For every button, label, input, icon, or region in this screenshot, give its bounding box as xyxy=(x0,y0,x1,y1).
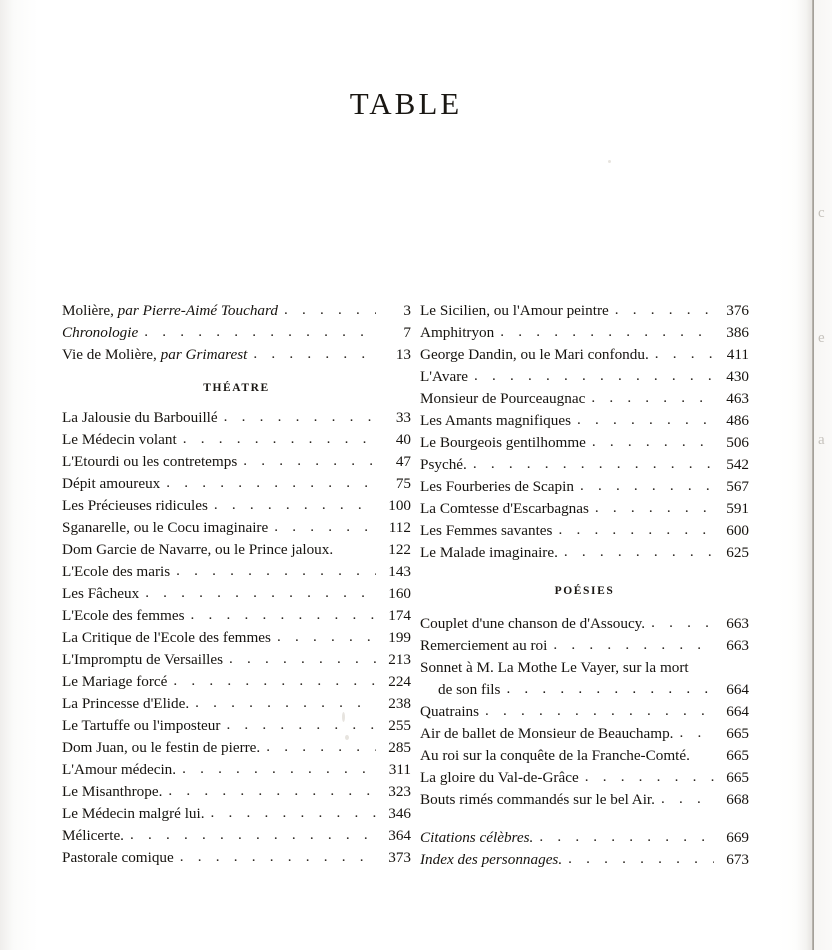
toc-entry-page: 591 xyxy=(726,500,749,517)
toc-entry-page: 346 xyxy=(388,805,411,822)
toc-entry[interactable] xyxy=(62,693,411,715)
toc-entry-label: Pastorale comique xyxy=(62,849,174,866)
toc-entry[interactable] xyxy=(420,366,749,388)
toc-entry-label: L'Impromptu de Versailles xyxy=(62,651,224,668)
toc-entry-page: 669 xyxy=(726,829,749,846)
toc-entry[interactable] xyxy=(62,759,411,781)
toc-entry-label: Vie de Molière, par Grimarest xyxy=(62,346,248,363)
dot-leader xyxy=(592,431,714,453)
list-spacer xyxy=(420,811,749,827)
toc-entry-page: 625 xyxy=(726,544,749,561)
toc-entry-label: Le Malade imaginaire. xyxy=(420,544,558,561)
dot-leader xyxy=(661,788,714,810)
toc-entry[interactable] xyxy=(62,344,411,366)
toc-entry-label: Amphitryon xyxy=(420,324,495,341)
toc-entry[interactable] xyxy=(62,671,411,693)
toc-entry-page: 143 xyxy=(388,563,411,580)
toc-entry-page: 122 xyxy=(388,541,411,558)
toc-entry[interactable] xyxy=(420,657,749,701)
toc-entry[interactable] xyxy=(62,473,411,495)
toc-entry-label: Air de ballet de Monsieur de Beauchamp. xyxy=(420,725,674,742)
dot-leader xyxy=(655,343,714,365)
bleed-through-text: a xyxy=(818,432,825,448)
toc-entry-page: 665 xyxy=(726,747,749,764)
toc-entry[interactable] xyxy=(420,542,749,564)
dot-leader xyxy=(506,678,714,700)
toc-entry-label: Au roi sur la conquête de la Franche-Comté. xyxy=(420,747,690,764)
toc-entry-page: 463 xyxy=(726,390,749,407)
toc-entry[interactable] xyxy=(62,451,411,473)
dot-leader xyxy=(485,700,714,722)
dot-leader xyxy=(226,714,376,736)
dot-leader xyxy=(500,321,714,343)
toc-entry-label: La Critique de l'Ecole des femmes xyxy=(62,629,271,646)
toc-entry-label: Sganarelle, ou le Cocu imaginaire xyxy=(62,519,269,536)
toc-entry[interactable] xyxy=(62,407,411,429)
dot-leader xyxy=(173,670,376,692)
section-heading-poesies: POÉSIES xyxy=(554,585,615,597)
toc-entry-label: Dom Juan, ou le festin de pierre. xyxy=(62,739,261,756)
toc-entry[interactable] xyxy=(62,539,411,561)
dot-leader xyxy=(284,299,376,321)
toc-entry-label: L'Ecole des femmes xyxy=(62,607,185,624)
dot-leader xyxy=(595,497,714,519)
dot-leader xyxy=(580,475,714,497)
toc-entry-label: Les Précieuses ridicules xyxy=(62,497,208,514)
toc-right-column xyxy=(420,300,749,871)
dot-leader xyxy=(615,299,714,321)
toc-entry-label: Quatrains xyxy=(420,703,480,720)
toc-entry-label: Les Femmes savantes xyxy=(420,522,553,539)
toc-entry-label: Le Misanthrope. xyxy=(62,783,163,800)
toc-entry-label: Dépit amoureux xyxy=(62,475,161,492)
toc-entry[interactable] xyxy=(62,781,411,803)
dot-leader xyxy=(176,560,376,582)
toc-entry-page: 33 xyxy=(395,409,411,426)
toc-entry[interactable] xyxy=(420,745,749,767)
toc-entry-label: Dom Garcie de Navarre, ou le Prince jaloux. xyxy=(62,541,334,558)
toc-entry[interactable] xyxy=(62,847,411,869)
toc-entry-page: 174 xyxy=(388,607,411,624)
toc-entry-label: Les Fourberies de Scapin xyxy=(420,478,574,495)
toc-entry[interactable] xyxy=(62,825,411,847)
toc-entry-page: 285 xyxy=(388,739,411,756)
toc-entry-label: George Dandin, ou le Mari confondu. xyxy=(420,346,649,363)
toc-entry[interactable] xyxy=(420,454,749,476)
toc-entry[interactable] xyxy=(420,432,749,454)
toc-entry-label: Le Médecin malgré lui. xyxy=(62,805,205,822)
toc-entry-label: Citations célèbres. xyxy=(420,829,534,846)
dot-leader xyxy=(195,692,376,714)
toc-entry-page: 100 xyxy=(388,497,411,514)
toc-entry-page: 7 xyxy=(403,324,411,341)
toc-entry[interactable] xyxy=(420,701,749,723)
toc-entry-label: Monsieur de Pourceaugnac xyxy=(420,390,586,407)
toc-entry-label: Bouts rimés commandés sur le bel Air. xyxy=(420,791,655,808)
dot-leader xyxy=(651,612,714,634)
toc-entry-page: 386 xyxy=(726,324,749,341)
toc-entry-page: 376 xyxy=(726,302,749,319)
toc-index-list xyxy=(420,827,749,871)
dot-leader xyxy=(191,604,376,626)
dot-leader xyxy=(274,516,376,538)
dot-leader xyxy=(168,780,376,802)
dot-leader xyxy=(568,848,714,870)
toc-entry-label: Les Fâcheux xyxy=(62,585,140,602)
toc-entry[interactable] xyxy=(420,767,749,789)
scan-speck xyxy=(608,160,611,163)
toc-poesies-list xyxy=(420,613,749,811)
dot-leader xyxy=(591,387,714,409)
toc-entry-label: Couplet d'une chanson de d'Assoucy. xyxy=(420,615,646,632)
dot-leader xyxy=(180,846,376,868)
dot-leader xyxy=(553,634,714,656)
toc-entry-label: Le Sicilien, ou l'Amour peintre xyxy=(420,302,609,319)
toc-entry-label: Remerciement au roi xyxy=(420,637,548,654)
dot-leader xyxy=(211,802,376,824)
dot-leader xyxy=(214,494,376,516)
toc-entry-page: 40 xyxy=(395,431,411,448)
toc-entry[interactable] xyxy=(420,476,749,498)
dot-leader xyxy=(182,758,376,780)
dot-leader xyxy=(229,648,376,670)
toc-entry[interactable] xyxy=(420,300,749,322)
toc-entry-label: Molière, par Pierre-Aimé Touchard xyxy=(62,302,278,319)
toc-entry-label: Le Tartuffe ou l'imposteur xyxy=(62,717,221,734)
toc-entry-page: 364 xyxy=(388,827,411,844)
toc-entry-page: 160 xyxy=(388,585,411,602)
toc-entry-page: 567 xyxy=(726,478,749,495)
toc-entry[interactable] xyxy=(420,849,749,871)
dot-leader xyxy=(564,541,714,563)
toc-entry[interactable] xyxy=(420,322,749,344)
toc-entry-page: 213 xyxy=(388,651,411,668)
toc-entry-page: 664 xyxy=(726,681,749,698)
dot-leader xyxy=(277,626,376,648)
toc-entry-label: La Comtesse d'Escarbagnas xyxy=(420,500,589,517)
toc-entry[interactable] xyxy=(62,495,411,517)
toc-entry-page: 664 xyxy=(726,703,749,720)
toc-entry[interactable] xyxy=(62,649,411,671)
toc-theatre-list-left xyxy=(62,407,411,869)
toc-entry-page: 506 xyxy=(726,434,749,451)
toc-entry-page: 673 xyxy=(726,851,749,868)
toc-entry-page: 238 xyxy=(388,695,411,712)
toc-entry-label: La gloire du Val-de-Grâce xyxy=(420,769,579,786)
toc-entry[interactable] xyxy=(62,583,411,605)
toc-entry[interactable] xyxy=(420,410,749,432)
toc-entry[interactable] xyxy=(62,737,411,759)
toc-entry-label: Le Mariage forcé xyxy=(62,673,168,690)
toc-entry-page: 663 xyxy=(726,637,749,654)
toc-entry-label: Chronologie xyxy=(62,324,139,341)
toc-entry-label: La Princesse d'Elide. xyxy=(62,695,190,712)
toc-entry-page: 668 xyxy=(726,791,749,808)
dot-leader xyxy=(253,343,376,365)
dot-leader xyxy=(474,365,714,387)
toc-entry-label: Les Amants magnifiques xyxy=(420,412,572,429)
dot-leader xyxy=(243,450,376,472)
toc-entry[interactable] xyxy=(420,388,749,410)
page-edge-line xyxy=(812,0,814,950)
toc-entry[interactable] xyxy=(420,723,749,745)
toc-entry-label: Mélicerte. xyxy=(62,827,124,844)
toc-entry-label-continuation xyxy=(420,679,749,701)
toc-entry-page: 3 xyxy=(403,302,411,319)
toc-entry-label: Le Médecin volant xyxy=(62,431,177,448)
toc-entry[interactable] xyxy=(62,561,411,583)
toc-entry[interactable] xyxy=(420,344,749,366)
dot-leader xyxy=(145,582,376,604)
dot-leader xyxy=(473,453,714,475)
toc-entry[interactable] xyxy=(62,300,411,322)
toc-entry[interactable] xyxy=(62,803,411,825)
bleed-through-text: c xyxy=(818,205,825,221)
toc-entry-page: 411 xyxy=(726,346,749,363)
toc-entry-label: L'Amour médecin. xyxy=(62,761,177,778)
dot-leader xyxy=(577,409,714,431)
toc-entry-label: L'Etourdi ou les contretemps xyxy=(62,453,238,470)
toc-entry[interactable] xyxy=(420,827,749,849)
toc-entry[interactable] xyxy=(420,635,749,657)
dot-leader xyxy=(585,766,714,788)
toc-entry-label: Le Bourgeois gentilhomme xyxy=(420,434,586,451)
section-heading-theatre: THÉATRE xyxy=(203,382,270,394)
dot-leader xyxy=(144,321,376,343)
toc-left-column xyxy=(62,300,411,869)
toc-entry[interactable] xyxy=(420,520,749,542)
toc-entry-label: La Jalousie du Barbouillé xyxy=(62,409,218,426)
toc-entry-page: 663 xyxy=(726,615,749,632)
toc-entry[interactable] xyxy=(62,605,411,627)
page-title: TABLE xyxy=(349,86,463,121)
toc-entry-page: 47 xyxy=(395,453,411,470)
toc-entry-page: 486 xyxy=(726,412,749,429)
toc-entry-label: Psyché. xyxy=(420,456,467,473)
toc-entry[interactable] xyxy=(62,322,411,344)
dot-leader xyxy=(539,826,714,848)
dot-leader xyxy=(224,406,376,428)
toc-entry-page: 224 xyxy=(388,673,411,690)
dot-leader xyxy=(679,722,714,744)
toc-entry-page: 430 xyxy=(726,368,749,385)
facing-page-gutter xyxy=(814,0,832,950)
toc-entry[interactable] xyxy=(420,613,749,635)
toc-entry-page: 255 xyxy=(388,717,411,734)
dot-leader xyxy=(166,472,376,494)
toc-entry-page: 600 xyxy=(726,522,749,539)
toc-entry-label: Index des personnages. xyxy=(420,851,563,868)
toc-entry[interactable] xyxy=(420,498,749,520)
toc-entry-page: 665 xyxy=(726,725,749,742)
toc-entry-page: 323 xyxy=(388,783,411,800)
toc-entry-label: Sonnet à M. La Mothe Le Vayer, sur la mort xyxy=(420,659,689,676)
toc-entry-page: 665 xyxy=(726,769,749,786)
dot-leader xyxy=(130,824,376,846)
toc-entry-label: L'Ecole des maris xyxy=(62,563,171,580)
toc-entry-page: 13 xyxy=(395,346,411,363)
toc-entry-page: 199 xyxy=(388,629,411,646)
dot-leader xyxy=(183,428,376,450)
bleed-through-text: e xyxy=(818,330,825,346)
dot-leader xyxy=(266,736,376,758)
dot-leader xyxy=(558,519,714,541)
toc-entry-page: 75 xyxy=(395,475,411,492)
toc-entry-page: 112 xyxy=(388,519,411,536)
toc-entry-page: 373 xyxy=(388,849,411,866)
toc-entry[interactable] xyxy=(62,429,411,451)
toc-entry[interactable] xyxy=(62,517,411,539)
toc-entry-label: L'Avare xyxy=(420,368,468,385)
toc-theatre-list-right xyxy=(420,300,749,564)
toc-entry[interactable] xyxy=(62,715,411,737)
toc-entry[interactable] xyxy=(62,627,411,649)
toc-entry[interactable] xyxy=(420,789,749,811)
toc-entry-page: 311 xyxy=(388,761,411,778)
toc-entry-page: 542 xyxy=(726,456,749,473)
toc-entry-label-second-line: de son fils xyxy=(438,681,501,698)
